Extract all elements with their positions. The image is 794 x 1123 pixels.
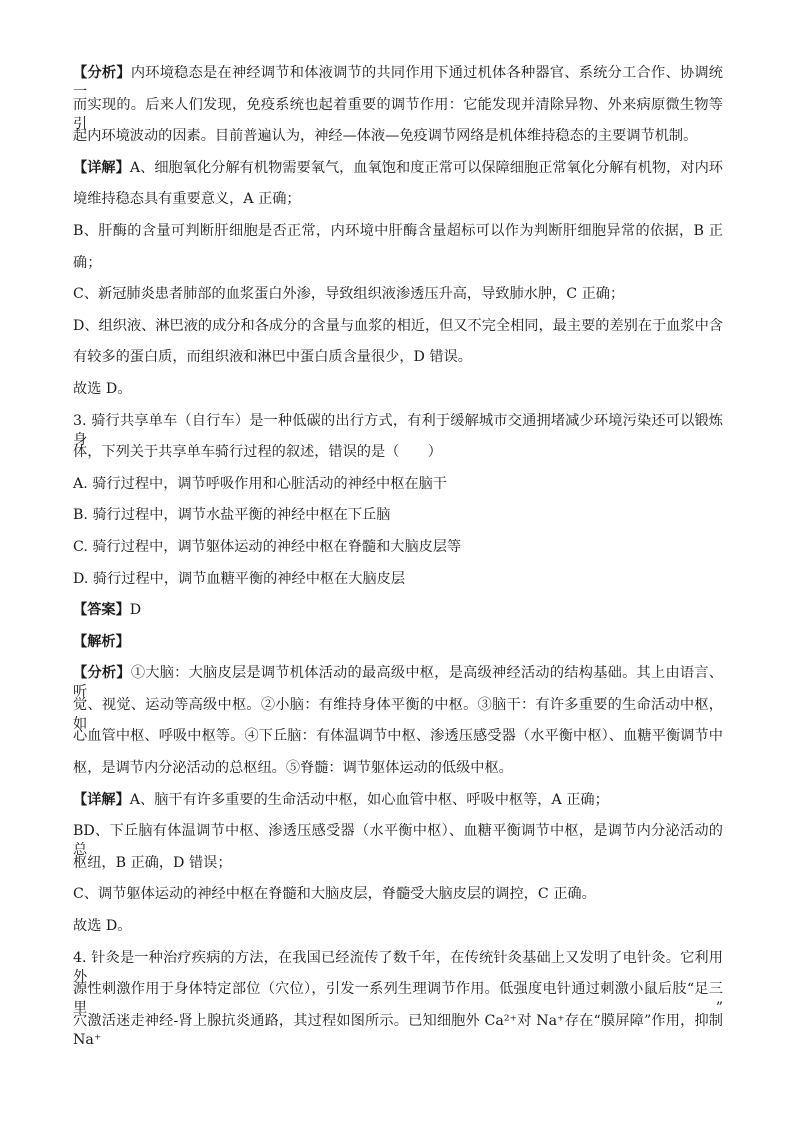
explanation-2-line-3 (73, 854, 723, 873)
explanation-line-6 (73, 317, 723, 336)
question-text: 4. 针灸是一种治疗疾病的方法，在我国已经流传了数千年，在传统针灸基础上又发明了电针灸。它利用外 (73, 949, 723, 985)
question-text: 源性刺激作用于身体特定部位（穴位），引发一系列生理调节作用。低强度电针通过刺激小鼠后肢“足三里” (73, 981, 723, 1017)
explanation-2-line-2 (73, 822, 723, 859)
question-3-stem-1 (73, 412, 723, 448)
analysis-line-2 (73, 96, 723, 132)
conclusion-text: 故选 D。 (73, 380, 132, 397)
explanation-text: D、组织液、淋巴液的成分和各成分的含量与血浆的相近，但又不完全相同，最主要的差别在于血浆中含 (73, 317, 723, 334)
explanation-text: 境维持稳态具有重要意义，A 正确； (73, 191, 301, 208)
explanation-text: A、脑干有许多重要的生命活动中枢，如心血管中枢、呼吸中枢等，A 正确； (129, 791, 609, 808)
question-4-stem-1 (73, 949, 723, 985)
question-4-stem-2 (73, 980, 723, 1017)
choice-conclusion-2 (73, 917, 723, 936)
explanation-line-4 (73, 254, 723, 273)
solution-heading (73, 633, 723, 652)
choice-conclusion (73, 380, 723, 399)
explanation-text: 有较多的蛋白质，而组织液和淋巴中蛋白质含量很少，D 错误。 (73, 349, 472, 366)
analysis-text: 内环境稳态是在神经调节和体液调节的共同作用下通过机体各种器官、系统分工合作、协调统一 (73, 65, 723, 100)
explanation-text: A、细胞氧化分解有机物需要氧气，血氧饱和度正常可以保障细胞正常氧化分解有机物，对内环 (129, 159, 723, 176)
explanation-2-line-4 (73, 885, 723, 904)
answer-tag: 【答案】 (73, 602, 130, 619)
explanation-line-1 (73, 159, 723, 178)
analysis-text: 起内环境波动的因素。目前普遍认为，神经—体液—免疫调节网络是机体维持稳态的主要调节机制。 (73, 128, 698, 145)
analysis-tag: 【分析】 (73, 665, 131, 682)
explanation-text: 枢纽，B 正确，D 错误； (73, 854, 232, 871)
analysis-text: 心血管中枢、呼吸中枢等。④下丘脑：有体温调节中枢、渗透压感受器（水平衡中枢）、血糖平衡调节中 (73, 728, 723, 745)
question-3-option-d (73, 570, 723, 589)
explanation-line-5 (73, 285, 723, 304)
option-text: C. 骑行过程中，调节躯体运动的神经中枢在脊髓和大脑皮层等 (73, 538, 462, 555)
analysis-text: ①大脑：大脑皮层是调节机体活动的最高级中枢，是高级神经活动的结构基础。其上由语言、听 (73, 665, 723, 701)
analysis-2-line-1 (73, 664, 723, 701)
analysis-text: 而实现的。后来人们发现，免疫系统也起着重要的调节作用：它能发现并清除异物、外来病原微生物等引 (73, 96, 723, 132)
explanation-text: C、新冠肺炎患者肺部的血浆蛋白外渗，导致组织液渗透压升高，导致肺水肿，C 正确； (73, 286, 625, 303)
explanation-text: B、肝酶的含量可判断肝细胞是否正常，内环境中肝酶含量超标可以作为判断肝细胞异常的依据，B 正 (73, 222, 723, 239)
document-body (73, 64, 723, 1048)
question-3-option-c (73, 538, 723, 557)
analysis-line-1 (73, 64, 723, 100)
question-text: 3. 骑行共享单车（自行车）是一种低碳的出行方式，有利于缓解城市交通拥堵减少环境污染还可以锻炼身 (73, 412, 723, 448)
explanation-text: BD、下丘脑有体温调节中枢、渗透压感受器（水平衡中枢）、血糖平衡调节中枢，是调节内分泌活动的总 (73, 823, 723, 859)
option-text: B. 骑行过程中，调节水盐平衡的神经中枢在下丘脑 (73, 507, 391, 524)
explanation-tag: 【详解】 (73, 791, 130, 808)
analysis-line-3 (73, 127, 723, 146)
question-text: 穴激活迷走神经-肾上腺抗炎通路，其过程如图所示。已知细胞外 Ca²⁺对 Na⁺存在“膜屏障”作用，抑制 Na⁺ (73, 1012, 723, 1048)
question-text: 体，下列关于共享单车骑行过程的叙述，错误的是（ ） (73, 444, 442, 461)
option-text: A. 骑行过程中，调节呼吸作用和心脏活动的神经中枢在脑干 (73, 475, 447, 492)
conclusion-text: 故选 D。 (73, 918, 132, 935)
analysis-text: 觉、视觉、运动等高级中枢。②小脑：有维持身体平衡的中枢。③脑干：有许多重要的生命活动中枢，如 (73, 696, 723, 732)
answer-line (73, 601, 723, 620)
question-4-stem-3 (73, 1012, 723, 1048)
option-text: D. 骑行过程中，调节血糖平衡的神经中枢在大脑皮层 (73, 570, 406, 587)
analysis-tag: 【分析】 (73, 65, 131, 81)
analysis-2-line-3 (73, 727, 723, 746)
analysis-text: 枢，是调节内分泌活动的总枢纽。⑤脊髓：调节躯体运动的低级中枢。 (73, 760, 513, 777)
explanation-text: C、调节躯体运动的神经中枢在脊髓和大脑皮层，脊髓受大脑皮层的调控，C 正确。 (73, 886, 596, 903)
question-3-stem-2 (73, 443, 723, 462)
explanation-text: 确； (73, 254, 102, 271)
analysis-2-line-4 (73, 759, 723, 778)
solution-tag: 【解析】 (73, 633, 130, 650)
answer-text: D (129, 602, 142, 619)
question-3-option-b (73, 506, 723, 525)
explanation-2-line-1 (73, 791, 723, 810)
question-3-option-a (73, 475, 723, 494)
explanation-line-7 (73, 348, 723, 367)
explanation-line-3 (73, 222, 723, 241)
analysis-2-line-2 (73, 696, 723, 732)
explanation-tag: 【详解】 (73, 159, 130, 176)
explanation-line-2 (73, 190, 723, 209)
